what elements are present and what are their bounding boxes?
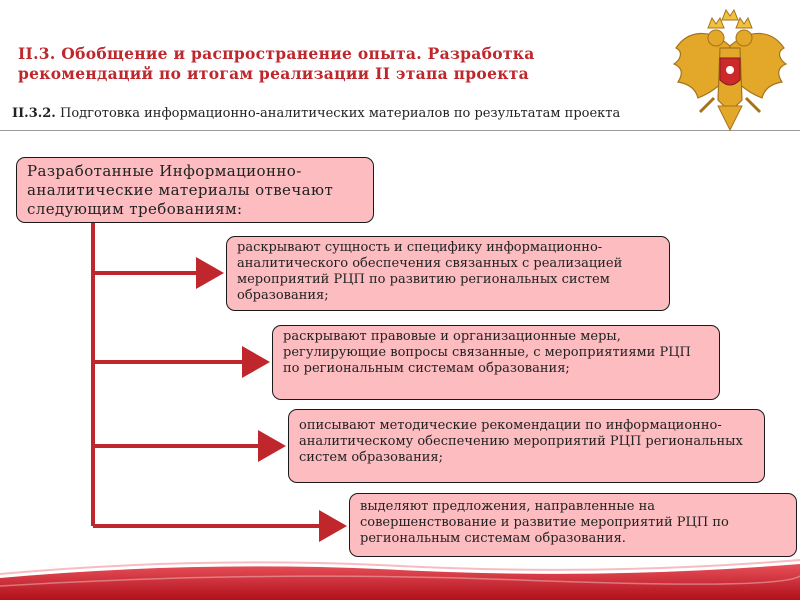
requirement-box-4: выделяют предложения, направленные на совершенствование и развитие мероприятий РЦП по региональным системам образования. — [349, 493, 797, 557]
footer-decoration — [0, 540, 800, 600]
subtitle-code: II.3.2. — [12, 106, 56, 121]
subtitle-text: Подготовка информационно-аналитических материалов по результатам проекта — [59, 106, 621, 121]
requirement-box-2: раскрывают правовые и организационные меры, регулирующие вопросы связанные, с мероприятиями РЦП по региональным системам образования; — [272, 325, 720, 400]
requirement-box-3: описывают методические рекомендации по информационно-аналитическому обеспечению мероприятий РЦП региональных систем образования; — [288, 409, 765, 483]
main-requirements-box: Разработанные Информационно-аналитические материалы отвечают следующим требованиям: — [16, 157, 374, 223]
slide-subtitle — [12, 106, 732, 121]
russian-coat-of-arms-icon — [670, 8, 790, 133]
requirement-box-1: раскрывают сущность и специфику информационно-аналитического обеспечения связанных с реализацией мероприятий РЦП по развитию региональных систем образования; — [226, 236, 670, 311]
slide-title: II.3. Обобщение и распространение опыта. Разработка рекомендаций по итогам реализации II этапа проекта — [18, 44, 535, 83]
